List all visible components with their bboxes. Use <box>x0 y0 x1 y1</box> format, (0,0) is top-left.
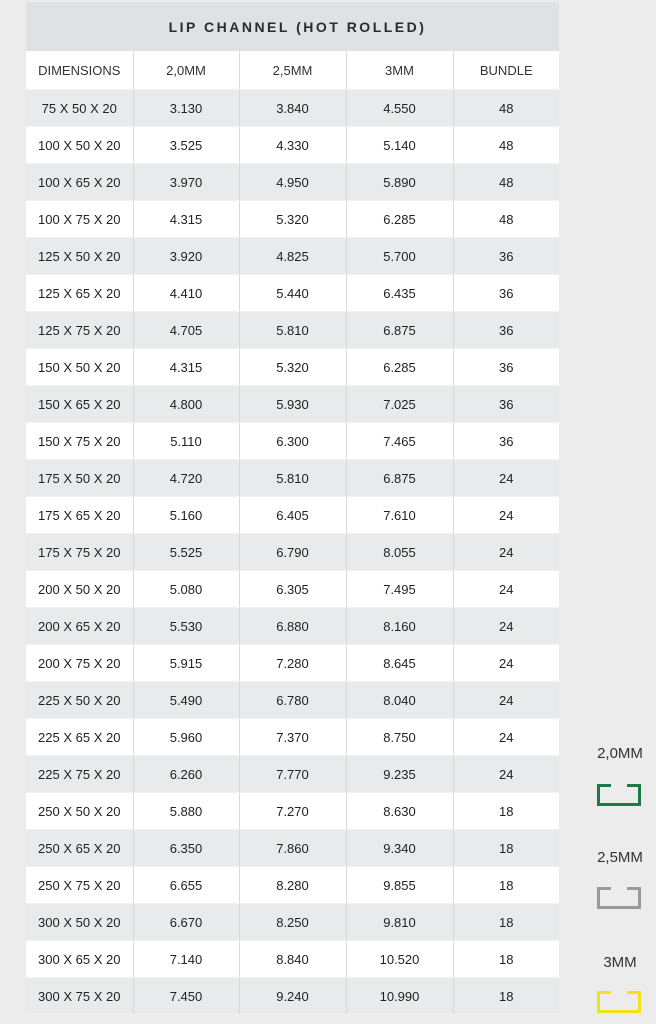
legend-item <box>585 849 655 866</box>
lip-channel-shape-icon <box>597 784 641 806</box>
value-3mm-cell: 8.160 <box>346 608 453 645</box>
table-row <box>26 978 559 1015</box>
table-row <box>26 719 559 756</box>
table-row <box>26 164 559 201</box>
legend-label: 3MM <box>603 954 637 971</box>
value-3mm-cell: 6.285 <box>346 349 453 386</box>
bundle-cell: 36 <box>453 275 559 312</box>
value-3mm-cell: 9.810 <box>346 904 453 941</box>
dimensions-cell: 100 X 50 X 20 <box>26 127 133 164</box>
dimensions-cell: 125 X 65 X 20 <box>26 275 133 312</box>
bundle-cell: 18 <box>453 978 559 1015</box>
value-2-0mm-cell: 7.450 <box>133 978 239 1015</box>
header-row <box>26 51 559 90</box>
value-2-0mm-cell: 3.525 <box>133 127 239 164</box>
bundle-cell: 36 <box>453 386 559 423</box>
bundle-cell: 48 <box>453 164 559 201</box>
spec-table <box>26 51 559 1015</box>
value-2-5mm-cell: 7.770 <box>239 756 346 793</box>
value-2-0mm-cell: 4.315 <box>133 201 239 238</box>
value-2-5mm-cell: 5.320 <box>239 201 346 238</box>
bundle-cell: 36 <box>453 238 559 275</box>
bundle-cell: 36 <box>453 312 559 349</box>
bundle-cell: 24 <box>453 497 559 534</box>
value-3mm-cell: 9.855 <box>346 867 453 904</box>
value-2-0mm-cell: 4.800 <box>133 386 239 423</box>
value-2-5mm-cell: 7.280 <box>239 645 346 682</box>
bundle-cell: 24 <box>453 645 559 682</box>
bundle-cell: 48 <box>453 127 559 164</box>
value-2-5mm-cell: 3.840 <box>239 90 346 127</box>
bundle-cell: 24 <box>453 571 559 608</box>
dimensions-cell: 100 X 75 X 20 <box>26 201 133 238</box>
table-row <box>26 682 559 719</box>
table-row <box>26 90 559 127</box>
value-3mm-cell: 6.435 <box>346 275 453 312</box>
value-2-5mm-cell: 6.305 <box>239 571 346 608</box>
dimensions-cell: 200 X 75 X 20 <box>26 645 133 682</box>
table-row <box>26 275 559 312</box>
table-row <box>26 127 559 164</box>
value-2-0mm-cell: 5.880 <box>133 793 239 830</box>
value-2-5mm-cell: 7.860 <box>239 830 346 867</box>
bundle-cell: 18 <box>453 830 559 867</box>
value-2-5mm-cell: 4.950 <box>239 164 346 201</box>
table-row <box>26 645 559 682</box>
header-3mm: 3MM <box>346 51 453 90</box>
value-3mm-cell: 6.285 <box>346 201 453 238</box>
dimensions-cell: 125 X 50 X 20 <box>26 238 133 275</box>
dimensions-cell: 300 X 75 X 20 <box>26 978 133 1015</box>
value-2-0mm-cell: 3.920 <box>133 238 239 275</box>
value-2-5mm-cell: 5.930 <box>239 386 346 423</box>
value-3mm-cell: 9.340 <box>346 830 453 867</box>
dimensions-cell: 300 X 65 X 20 <box>26 941 133 978</box>
value-2-0mm-cell: 5.080 <box>133 571 239 608</box>
table-row <box>26 460 559 497</box>
table-row <box>26 904 559 941</box>
value-2-0mm-cell: 5.160 <box>133 497 239 534</box>
bundle-cell: 18 <box>453 941 559 978</box>
value-2-5mm-cell: 4.825 <box>239 238 346 275</box>
value-3mm-cell: 7.610 <box>346 497 453 534</box>
value-3mm-cell: 5.890 <box>346 164 453 201</box>
lip-channel-shape-icon <box>597 887 641 909</box>
table-row <box>26 312 559 349</box>
bundle-cell: 18 <box>453 793 559 830</box>
legend-label: 2,0MM <box>597 745 643 762</box>
value-3mm-cell: 6.875 <box>346 312 453 349</box>
dimensions-cell: 175 X 75 X 20 <box>26 534 133 571</box>
table-row <box>26 756 559 793</box>
value-3mm-cell: 5.140 <box>346 127 453 164</box>
value-2-0mm-cell: 6.260 <box>133 756 239 793</box>
value-3mm-cell: 6.875 <box>346 460 453 497</box>
table-row <box>26 571 559 608</box>
table-row <box>26 238 559 275</box>
dimensions-cell: 175 X 65 X 20 <box>26 497 133 534</box>
bundle-cell: 24 <box>453 460 559 497</box>
value-2-5mm-cell: 6.790 <box>239 534 346 571</box>
value-3mm-cell: 10.990 <box>346 978 453 1015</box>
dimensions-cell: 150 X 65 X 20 <box>26 386 133 423</box>
value-2-5mm-cell: 5.440 <box>239 275 346 312</box>
value-2-0mm-cell: 5.915 <box>133 645 239 682</box>
table-row <box>26 534 559 571</box>
bundle-cell: 24 <box>453 608 559 645</box>
dimensions-cell: 100 X 65 X 20 <box>26 164 133 201</box>
table-row <box>26 386 559 423</box>
value-2-5mm-cell: 8.250 <box>239 904 346 941</box>
value-2-0mm-cell: 4.720 <box>133 460 239 497</box>
table-row <box>26 608 559 645</box>
dimensions-cell: 250 X 50 X 20 <box>26 793 133 830</box>
header-bundle: BUNDLE <box>453 51 559 90</box>
legend-label: 2,5MM <box>597 849 643 866</box>
dimensions-cell: 200 X 65 X 20 <box>26 608 133 645</box>
table-body <box>26 90 559 1015</box>
header-dimensions: DIMENSIONS <box>26 51 133 90</box>
table-row <box>26 201 559 238</box>
table-row <box>26 423 559 460</box>
lip-channel-table <box>26 2 559 1015</box>
value-2-0mm-cell: 6.350 <box>133 830 239 867</box>
table-row <box>26 497 559 534</box>
value-3mm-cell: 7.495 <box>346 571 453 608</box>
legend-item <box>585 745 655 762</box>
value-3mm-cell: 8.645 <box>346 645 453 682</box>
value-2-5mm-cell: 6.780 <box>239 682 346 719</box>
value-3mm-cell: 7.465 <box>346 423 453 460</box>
value-2-0mm-cell: 6.670 <box>133 904 239 941</box>
bundle-cell: 24 <box>453 719 559 756</box>
table-row <box>26 867 559 904</box>
value-3mm-cell: 9.235 <box>346 756 453 793</box>
value-2-0mm-cell: 5.960 <box>133 719 239 756</box>
value-2-5mm-cell: 5.810 <box>239 460 346 497</box>
value-2-5mm-cell: 6.300 <box>239 423 346 460</box>
dimensions-cell: 225 X 50 X 20 <box>26 682 133 719</box>
value-3mm-cell: 8.750 <box>346 719 453 756</box>
bundle-cell: 24 <box>453 534 559 571</box>
value-2-5mm-cell: 5.320 <box>239 349 346 386</box>
value-2-0mm-cell: 3.130 <box>133 90 239 127</box>
value-2-0mm-cell: 3.970 <box>133 164 239 201</box>
value-2-5mm-cell: 7.270 <box>239 793 346 830</box>
dimensions-cell: 75 X 50 X 20 <box>26 90 133 127</box>
dimensions-cell: 200 X 50 X 20 <box>26 571 133 608</box>
value-2-0mm-cell: 4.410 <box>133 275 239 312</box>
value-2-0mm-cell: 7.140 <box>133 941 239 978</box>
table-row <box>26 830 559 867</box>
lip-channel-shape-icon <box>597 991 641 1013</box>
value-3mm-cell: 8.630 <box>346 793 453 830</box>
bundle-cell: 24 <box>453 682 559 719</box>
value-2-0mm-cell: 5.525 <box>133 534 239 571</box>
bundle-cell: 36 <box>453 349 559 386</box>
legend-item <box>585 954 655 971</box>
value-3mm-cell: 7.025 <box>346 386 453 423</box>
dimensions-cell: 125 X 75 X 20 <box>26 312 133 349</box>
dimensions-cell: 300 X 50 X 20 <box>26 904 133 941</box>
bundle-cell: 24 <box>453 756 559 793</box>
value-2-5mm-cell: 5.810 <box>239 312 346 349</box>
value-2-5mm-cell: 9.240 <box>239 978 346 1015</box>
value-2-5mm-cell: 4.330 <box>239 127 346 164</box>
dimensions-cell: 150 X 50 X 20 <box>26 349 133 386</box>
value-2-5mm-cell: 8.840 <box>239 941 346 978</box>
header-2-5mm: 2,5MM <box>239 51 346 90</box>
value-3mm-cell: 5.700 <box>346 238 453 275</box>
value-2-5mm-cell: 6.880 <box>239 608 346 645</box>
value-2-0mm-cell: 5.490 <box>133 682 239 719</box>
value-3mm-cell: 8.055 <box>346 534 453 571</box>
bundle-cell: 18 <box>453 904 559 941</box>
table-row <box>26 793 559 830</box>
bundle-cell: 48 <box>453 90 559 127</box>
dimensions-cell: 175 X 50 X 20 <box>26 460 133 497</box>
value-3mm-cell: 10.520 <box>346 941 453 978</box>
value-2-5mm-cell: 8.280 <box>239 867 346 904</box>
value-2-0mm-cell: 5.110 <box>133 423 239 460</box>
value-2-5mm-cell: 6.405 <box>239 497 346 534</box>
table-title: LIP CHANNEL (HOT ROLLED) <box>26 2 559 51</box>
dimensions-cell: 250 X 65 X 20 <box>26 830 133 867</box>
header-2-0mm: 2,0MM <box>133 51 239 90</box>
bundle-cell: 48 <box>453 201 559 238</box>
value-2-0mm-cell: 6.655 <box>133 867 239 904</box>
table-row <box>26 349 559 386</box>
value-2-0mm-cell: 5.530 <box>133 608 239 645</box>
bundle-cell: 18 <box>453 867 559 904</box>
value-2-0mm-cell: 4.705 <box>133 312 239 349</box>
value-2-5mm-cell: 7.370 <box>239 719 346 756</box>
dimensions-cell: 225 X 65 X 20 <box>26 719 133 756</box>
value-3mm-cell: 8.040 <box>346 682 453 719</box>
dimensions-cell: 225 X 75 X 20 <box>26 756 133 793</box>
dimensions-cell: 150 X 75 X 20 <box>26 423 133 460</box>
value-2-0mm-cell: 4.315 <box>133 349 239 386</box>
value-3mm-cell: 4.550 <box>346 90 453 127</box>
bundle-cell: 36 <box>453 423 559 460</box>
dimensions-cell: 250 X 75 X 20 <box>26 867 133 904</box>
table-row <box>26 941 559 978</box>
